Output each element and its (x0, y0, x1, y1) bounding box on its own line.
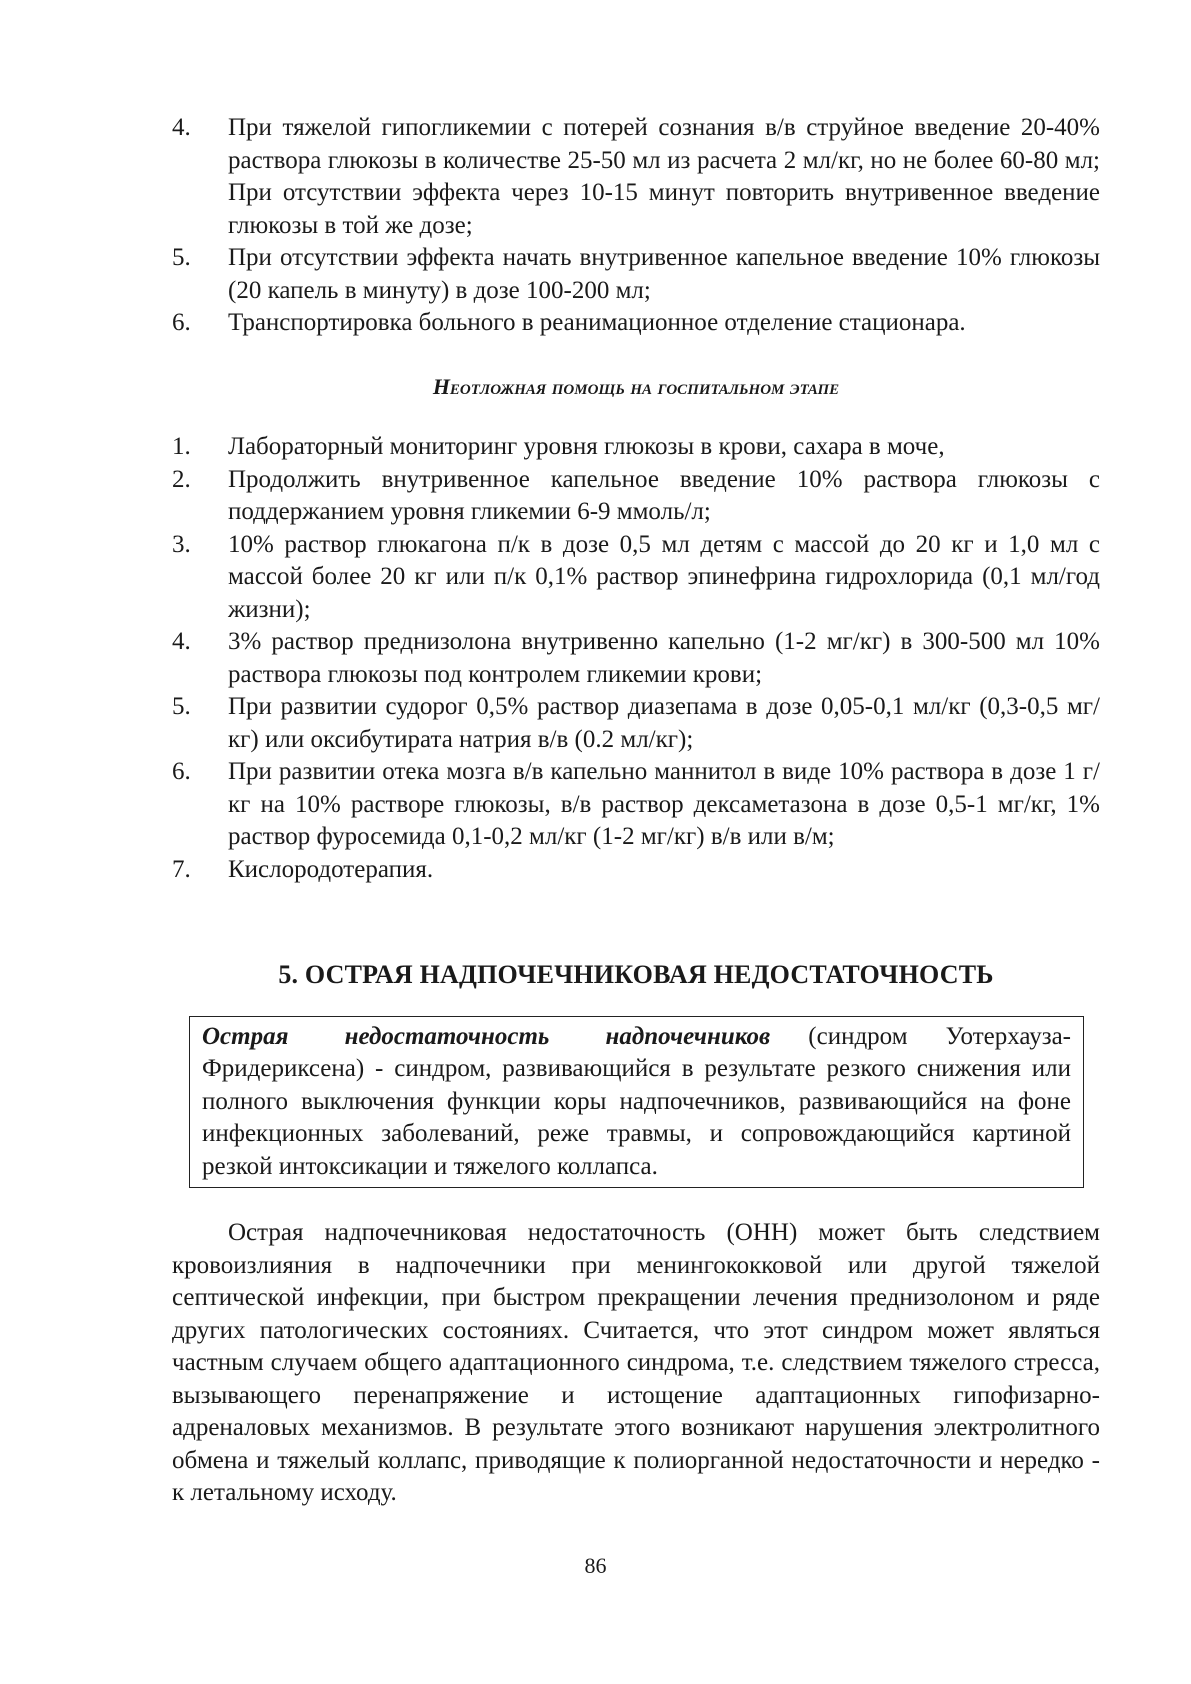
definition-box (189, 1016, 1084, 1189)
list-text: 3% раствор преднизолона внутривенно капельно (1-2 мг/кг) в 300-500 мл 10% раствора глюкозы под контролем гликемии крови; (228, 628, 1100, 688)
list-item (172, 626, 1100, 691)
list-number: 3. (172, 530, 191, 558)
page-number: 86 (584, 1553, 607, 1578)
list-item (172, 529, 1100, 627)
list-text: 10% раствор глюкагона п/к в дозе 0,5 мл детям с массой до 20 кг и 1,0 мл с массой более 20 кг или п/к 0,1% раствор эпинефрина гидрохлорида (0,1 мл/год жизни); (228, 530, 1100, 623)
list-item (172, 307, 1100, 340)
definition-term: Острая недостаточность надпочечников (202, 1022, 771, 1050)
list-item (172, 464, 1100, 529)
hospital-steps-list (172, 431, 1100, 886)
list-item (172, 756, 1100, 854)
list-number: 6. (172, 309, 191, 336)
list-text: Продолжить внутривенное капельное введение 10% раствора глюкозы с поддержанием уровня гликемии 6-9 ммоль/л; (228, 465, 1100, 525)
list-number: 5. (172, 244, 191, 271)
list-number: 4. (172, 628, 191, 655)
list-number: 5. (172, 693, 191, 720)
list-text: При развитии отека мозга в/в капельно маннитол в виде 10% раствора в дозе 1 г/кг на 10% растворе глюкозы, в/в раствор дексаметазона в дозе 0,5-1 мг/кг, 1% раствор фуросемида 0,1-0,2 мл/кг (1-2 мг/кг) в/в или в/м; (228, 758, 1100, 850)
list-text: Транспортировка больного в реанимационное отделение стационара. (228, 309, 966, 336)
list-text: При тяжелой гипогликемии с потерей сознания в/в струйное введение 20-40% раствора глюкозы в количестве 25-50 мл из расчета 2 мл/кг, но не более 60-80 мл; При отсутствии эффекта через 10-15 минут повторить внутривенное введение глюкозы в той же дозе; (228, 114, 1100, 239)
hospital-stage-heading: Неотложная помощь на госпитальном этапе (432, 373, 840, 399)
section-title: 5. ОСТРАЯ НАДПОЧЕЧНИКОВАЯ НЕДОСТАТОЧНОСТЬ (278, 960, 994, 989)
body-paragraph: Острая надпочечниковая недостаточность (ОНН) может быть следствием кровоизлияния в надпочечники при менингококковой или другой тяжелой септической инфекции, при быстром прекращении лечения преднизолоном и ряде других патологических состояниях. Считается, что этот синдром может являться частным случаем общего адаптационного синдрома, т.е. следствием тяжелого стресса, вызывающего перенапряжение и истощение адаптационных гипофизарно-адреналовых механизмов. В результате этого возникают нарушения электролитного обмена и тяжелый коллапс, приводящие к полиорганной недостаточности и нередко - к летальному исходу. (172, 1219, 1100, 1506)
list-text: При отсутствии эффекта начать внутривенное капельное введение 10% глюкозы (20 капель в минуту) в дозе 100-200 мл; (228, 244, 1100, 304)
list-number: 6. (172, 758, 191, 785)
document-page (172, 112, 1100, 1510)
list-item (172, 431, 1100, 464)
list-number: 4. (172, 114, 191, 141)
list-text: Кислородотерапия. (228, 855, 434, 883)
definition-text: (синдром Уотерхауза-Фридериксена) - синдром, развивающийся в результате резкого снижения или полного выключения функции коры надпочечников, развивающийся на фоне инфекционных заболеваний, реже травмы, и сопровождающийся картиной резкой интоксикации и тяжелого коллапса. (202, 1022, 1072, 1180)
list-item (172, 242, 1100, 307)
list-item (172, 691, 1100, 756)
list-text: Лабораторный мониторинг уровня глюкозы в крови, сахара в моче, (228, 433, 945, 460)
list-text: При развитии судорог 0,5% раствор диазепама в дозе 0,05-0,1 мл/кг (0,3-0,5 мг/кг) или оксибутирата натрия в/в (0.2 мл/кг); (228, 693, 1100, 753)
list-number: 2. (172, 465, 191, 493)
list-item (172, 854, 1100, 887)
prehospital-steps-list (172, 112, 1100, 340)
list-number: 7. (172, 855, 191, 883)
list-number: 1. (172, 433, 191, 460)
list-item (172, 112, 1100, 242)
